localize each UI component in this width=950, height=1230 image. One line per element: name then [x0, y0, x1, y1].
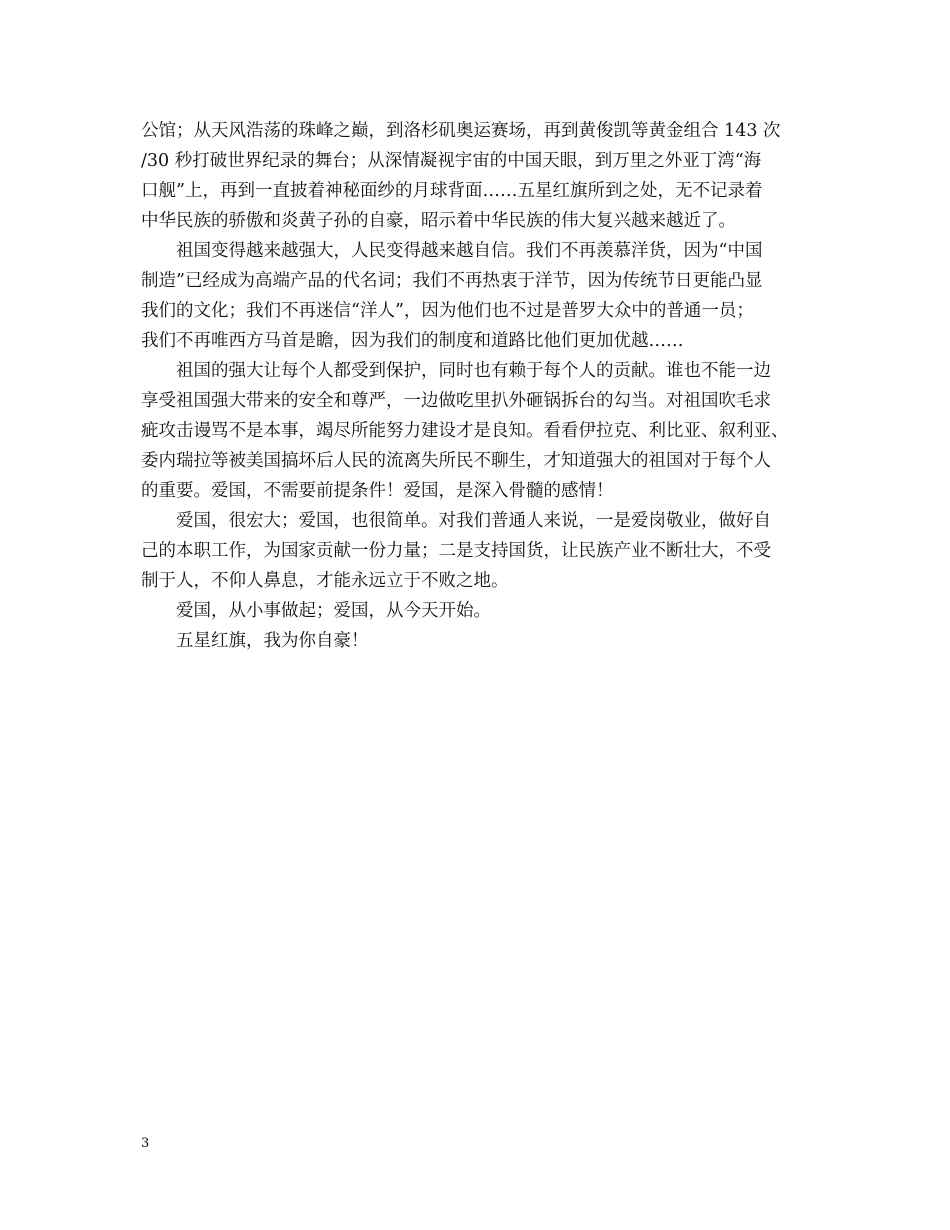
text-line: 中华民族的骄傲和炎黄子孙的自豪，昭示着中华民族的伟大复兴越来越近了。	[141, 211, 736, 231]
text-line: 疵攻击谩骂不是本事，竭尽所能努力建设才是良知。看看伊拉克、利比亚、叙利亚、	[141, 421, 789, 441]
text-line: 爱国，从小事做起；爱国，从今天开始。	[176, 601, 491, 621]
body-text	[141, 116, 821, 656]
text-line: /30 秒打破世界纪录的舞台；从深情凝视宇宙的中国天眼，到万里之外亚丁湾“海	[141, 151, 762, 171]
text-line: 我们不再唯西方马首是瞻，因为我们的制度和道路比他们更加优越……	[141, 331, 684, 351]
text-line: 我们的文化；我们不再迷信“洋人”，因为他们也不过是普罗大众中的普通一员；	[141, 301, 754, 321]
text-line: 享受祖国强大带来的安全和尊严，一边做吃里扒外砸锅拆台的勾当。对祖国吹毛求	[141, 391, 771, 411]
text-line: 口舰”上，再到一直披着神秘面纱的月球背面……五星红旗所到之处，无不记录着	[141, 181, 763, 201]
text-line: 祖国的强大让每个人都受到保护，同时也有赖于每个人的贡献。谁也不能一边	[176, 361, 771, 381]
text-line: 公馆；从天风浩荡的珠峰之巅，到洛杉矶奥运赛场，再到黄俊凯等黄金组合 143 次	[141, 121, 781, 141]
text-line: 祖国变得越来越强大，人民变得越来越自信。我们不再羡慕洋货，因为“中国	[176, 241, 763, 261]
text-line: 制造”已经成为高端产品的代名词；我们不再热衷于洋节，因为传统节日更能凸显	[141, 271, 763, 291]
text-line: 委内瑞拉等被美国搞坏后人民的流离失所民不聊生，才知道强大的祖国对于每个人	[141, 451, 771, 471]
text-line: 爱国，很宏大；爱国，也很简单。对我们普通人来说，一是爱岗敬业，做好自	[176, 511, 771, 531]
page-number: 3	[141, 1136, 150, 1151]
text-line: 的重要。爱国，不需要前提条件！爱国，是深入骨髓的感情！	[141, 481, 614, 501]
text-line: 制于人，不仰人鼻息，才能永远立于不败之地。	[141, 571, 509, 591]
text-line: 五星红旗，我为你自豪！	[176, 631, 369, 651]
text-line: 己的本职工作，为国家贡献一份力量；二是支持国货，让民族产业不断壮大，不受	[141, 541, 771, 561]
